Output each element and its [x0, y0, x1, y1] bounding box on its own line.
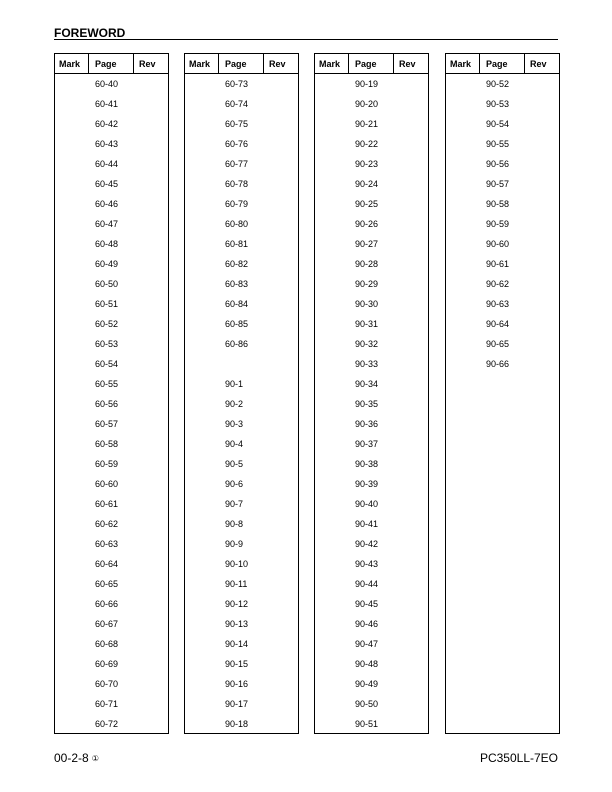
- page-list-item: 90-38: [355, 459, 379, 469]
- rev-column-header: Rev: [269, 58, 286, 69]
- page-number: 00-2-8: [54, 751, 89, 765]
- page-list-item: 60-62: [95, 519, 119, 529]
- page-list-item: 90-47: [355, 639, 379, 649]
- table-header-row: [55, 54, 168, 74]
- page-list-item: 60-61: [95, 499, 119, 509]
- page-list-item: 90-62: [486, 279, 510, 289]
- page-list-item: 90-40: [355, 499, 379, 509]
- page-list-item: 90-7: [225, 499, 244, 509]
- page-list-item: 60-81: [225, 239, 249, 249]
- page-list-item: 60-65: [95, 579, 119, 589]
- page-list-item: 90-54: [486, 119, 510, 129]
- page-list-item: 90-13: [225, 619, 249, 629]
- page-list-item: 60-52: [95, 319, 119, 329]
- page-list-item: 90-61: [486, 259, 510, 269]
- page-list-item: 90-11: [225, 579, 248, 589]
- page-list-item: 90-27: [355, 239, 379, 249]
- page-list-item: 90-36: [355, 419, 379, 429]
- page-list-item: 60-78: [225, 179, 249, 189]
- page-list-item: 90-51: [355, 719, 379, 729]
- table-header-row: [315, 54, 428, 74]
- page-title: FOREWORD: [54, 26, 126, 40]
- page-list-item: 90-15: [225, 659, 249, 669]
- page-list-item: 60-77: [225, 159, 249, 169]
- page-list-item: 60-79: [225, 199, 249, 209]
- mark-column-header: Mark: [55, 54, 89, 73]
- page-list-item: 90-35: [355, 399, 379, 409]
- page-list-item: 90-52: [486, 79, 510, 89]
- page-list-item: 60-69: [95, 659, 119, 669]
- page-column-header: Page: [349, 54, 394, 73]
- page-list-item: 90-56: [486, 159, 510, 169]
- page-list-item: 60-85: [225, 319, 249, 329]
- page-list-item: 60-50: [95, 279, 119, 289]
- page-list-item: 90-55: [486, 139, 510, 149]
- page-list-item: 90-17: [225, 699, 249, 709]
- revision-mark: ①: [91, 754, 99, 763]
- page-list-item: 60-64: [95, 559, 119, 569]
- page-list-item: 60-56: [95, 399, 119, 409]
- page-list-item: 60-44: [95, 159, 119, 169]
- page-list-item: 90-32: [355, 339, 379, 349]
- page-list-item: 90-12: [225, 599, 249, 609]
- page-list-item: 60-42: [95, 119, 119, 129]
- page-list-item: 90-25: [355, 199, 379, 209]
- page-list-item: 60-82: [225, 259, 249, 269]
- page-list-item: 60-45: [95, 179, 119, 189]
- page-list-item: 90-50: [355, 699, 379, 709]
- page-list-item: 60-83: [225, 279, 249, 289]
- page-list-item: 60-66: [95, 599, 119, 609]
- revision-table-4: [445, 53, 560, 734]
- page-list-item: 90-59: [486, 219, 510, 229]
- page-list-item: 90-60: [486, 239, 510, 249]
- page-list-item: 60-41: [95, 99, 119, 109]
- page-list-item: 60-49: [95, 259, 119, 269]
- rev-column-header: Rev: [139, 58, 156, 69]
- page-list-item: 60-76: [225, 139, 249, 149]
- table-header-row: [446, 54, 559, 74]
- revision-table-1: [54, 53, 169, 734]
- page-list-item: 60-80: [225, 219, 249, 229]
- page-list-item: 90-26: [355, 219, 379, 229]
- page-list-item: 60-71: [95, 699, 119, 709]
- rev-column-header: Rev: [399, 58, 416, 69]
- header-rule: [54, 39, 558, 40]
- page-list-item: 90-65: [486, 339, 510, 349]
- page-list-item: 90-21: [355, 119, 379, 129]
- page-list-item: 60-54: [95, 359, 119, 369]
- page-list-item: 90-18: [225, 719, 249, 729]
- page-list-item: 60-72: [95, 719, 119, 729]
- page-list-item: 90-8: [225, 519, 244, 529]
- page-list-item: 90-4: [225, 439, 244, 449]
- page-list-item: 60-60: [95, 479, 119, 489]
- page-list-item: 90-5: [225, 459, 244, 469]
- page-list-item: 60-73: [225, 79, 249, 89]
- page-list-item: 90-29: [355, 279, 379, 289]
- page-list-item: 60-55: [95, 379, 119, 389]
- page-list-item: 90-31: [355, 319, 379, 329]
- page-list-item: 90-53: [486, 99, 510, 109]
- page-list-item: 90-63: [486, 299, 510, 309]
- rev-column-header: Rev: [530, 58, 547, 69]
- page-column-header: Page: [219, 54, 264, 73]
- page-list-item: 60-43: [95, 139, 119, 149]
- revision-table-2: [184, 53, 299, 734]
- page-list-item: 90-22: [355, 139, 379, 149]
- page-list-item: 90-46: [355, 619, 379, 629]
- mark-column-header: Mark: [446, 54, 480, 73]
- page-list-item: 90-2: [225, 399, 244, 409]
- page-list-item: 90-19: [355, 79, 379, 89]
- page-list-item: 60-67: [95, 619, 119, 629]
- page-list-item: 90-33: [355, 359, 379, 369]
- page-list-item: 90-42: [355, 539, 379, 549]
- page-list-item: 60-74: [225, 99, 249, 109]
- page-list-item: 90-14: [225, 639, 249, 649]
- model-code: PC350LL-7EO: [479, 751, 558, 765]
- page-column-header: Page: [480, 54, 525, 73]
- page-list-item: 90-30: [355, 299, 379, 309]
- page-list-item: 90-28: [355, 259, 379, 269]
- page-list-item: 90-39: [355, 479, 379, 489]
- page-list-item: 90-44: [355, 579, 379, 589]
- page-list-item: 90-6: [225, 479, 244, 489]
- page-list-item: 90-66: [486, 359, 510, 369]
- page-list-item: 60-59: [95, 459, 119, 469]
- page-list-item: 90-16: [225, 679, 249, 689]
- page-list-item: 90-1: [225, 379, 244, 389]
- page-footer-number: [54, 751, 99, 765]
- page-list-item: 60-47: [95, 219, 119, 229]
- page-list-item: 60-58: [95, 439, 119, 449]
- page-list-item: 90-3: [225, 419, 244, 429]
- page-list-item: 90-41: [355, 519, 379, 529]
- revision-table-3: [314, 53, 429, 734]
- mark-column-header: Mark: [185, 54, 219, 73]
- mark-column-header: Mark: [315, 54, 349, 73]
- page-list-item: 90-57: [486, 179, 510, 189]
- page-list-item: 90-43: [355, 559, 379, 569]
- page-list-item: 90-10: [225, 559, 249, 569]
- page-list-item: 60-68: [95, 639, 119, 649]
- page-list-item: 90-37: [355, 439, 379, 449]
- page-list-item: 60-40: [95, 79, 119, 89]
- page-list-item: 90-49: [355, 679, 379, 689]
- page-list-item: 60-57: [95, 419, 119, 429]
- page-list-item: 90-34: [355, 379, 379, 389]
- page-list-item: 60-70: [95, 679, 119, 689]
- page-list-item: 90-58: [486, 199, 510, 209]
- page-list-item: 90-24: [355, 179, 379, 189]
- page-list-item: 90-23: [355, 159, 379, 169]
- page-list-item: 60-84: [225, 299, 249, 309]
- page-list-item: 90-9: [225, 539, 244, 549]
- page-list-item: 60-48: [95, 239, 119, 249]
- page-list-item: 60-63: [95, 539, 119, 549]
- page-list-item: 60-51: [95, 299, 119, 309]
- page-list-item: 90-45: [355, 599, 379, 609]
- page-list-item: 90-64: [486, 319, 510, 329]
- page-list-item: 60-46: [95, 199, 119, 209]
- page-list-item: 60-53: [95, 339, 119, 349]
- page-column-header: Page: [89, 54, 134, 73]
- page-list-item: 90-20: [355, 99, 379, 109]
- page-list-item: 60-86: [225, 339, 249, 349]
- page-list-item: 60-75: [225, 119, 249, 129]
- table-header-row: [185, 54, 298, 74]
- page-list-item: 90-48: [355, 659, 379, 669]
